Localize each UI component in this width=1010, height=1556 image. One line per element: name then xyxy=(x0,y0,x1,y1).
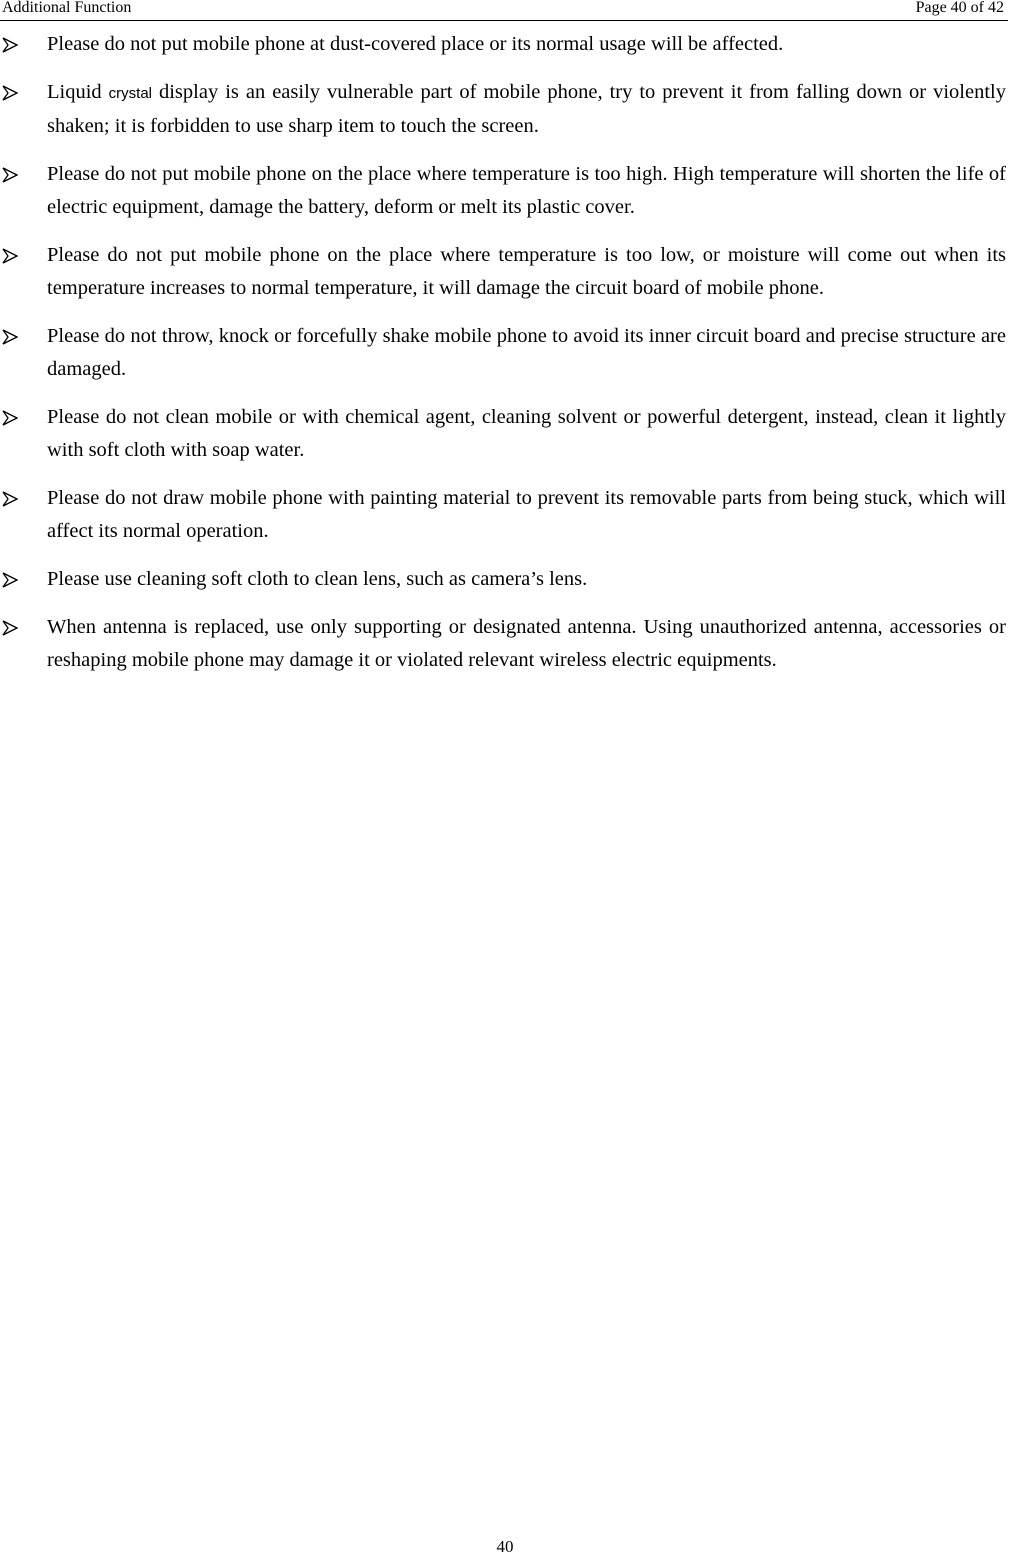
page-number: 40 xyxy=(496,1537,514,1556)
list-item-text: Please do not draw mobile phone with painting material to prevent its removable parts from being stuck, which will affect its normal operation. xyxy=(47,487,1006,542)
list-item xyxy=(0,563,1006,596)
list-item xyxy=(0,320,1006,386)
arrowhead-bullet-icon xyxy=(2,37,18,53)
list-item-text: Please do not put mobile phone on the place where temperature is too high. High temperature will shorten the life of electric equipment, damage the battery, deform or melt its plastic cover. xyxy=(47,163,1006,218)
list-item xyxy=(0,482,1006,548)
list-item-text: Please do not throw, knock or forcefully shake mobile phone to avoid its inner circuit board and precise structure are damaged. xyxy=(47,325,1006,380)
list-item-text: Please do not clean mobile or with chemical agent, cleaning solvent or powerful detergent, instead, clean it lightly with soft cloth with soap water. xyxy=(47,406,1006,461)
arrowhead-bullet-icon xyxy=(2,329,18,345)
precautions-list xyxy=(0,28,1006,692)
page-header xyxy=(0,0,1008,21)
list-item xyxy=(0,239,1006,305)
arrowhead-bullet-icon xyxy=(2,491,18,507)
list-item-text: When antenna is replaced, use only supporting or designated antenna. Using unauthorized antenna, accessories or reshaping mobile phone may damage it or violated relevant wireless electric equipments. xyxy=(47,616,1006,671)
list-item-text: display is an easily vulnerable part of mobile phone, try to prevent it from falling down or violently shaken; it is forbidden to use sharp item to touch the screen. xyxy=(47,81,1006,137)
arrowhead-bullet-icon xyxy=(2,620,18,636)
arrowhead-bullet-icon xyxy=(2,167,18,183)
arrowhead-bullet-icon xyxy=(2,572,18,588)
list-item xyxy=(0,401,1006,467)
list-item xyxy=(0,611,1006,677)
arrowhead-bullet-icon xyxy=(2,85,18,101)
arrowhead-bullet-icon xyxy=(2,410,18,426)
list-item-text-prefix: Liquid xyxy=(47,81,109,103)
list-item-text: Please do not put mobile phone on the place where temperature is too low, or moisture will come out when its temperature increases to normal temperature, it will damage the circuit board of mobile phone. xyxy=(47,244,1006,299)
header-page-indicator: Page 40 of 42 xyxy=(915,0,1004,16)
list-item-text-sans-word: crystal xyxy=(108,85,152,102)
list-item-text: Please use cleaning soft cloth to clean lens, such as camera’s lens. xyxy=(47,568,588,590)
list-item xyxy=(0,76,1006,143)
list-item xyxy=(0,28,1006,61)
arrowhead-bullet-icon xyxy=(2,248,18,264)
header-section-title: Additional Function xyxy=(2,0,132,16)
list-item xyxy=(0,158,1006,224)
list-item-text: Please do not put mobile phone at dust-covered place or its normal usage will be affected. xyxy=(47,33,784,55)
